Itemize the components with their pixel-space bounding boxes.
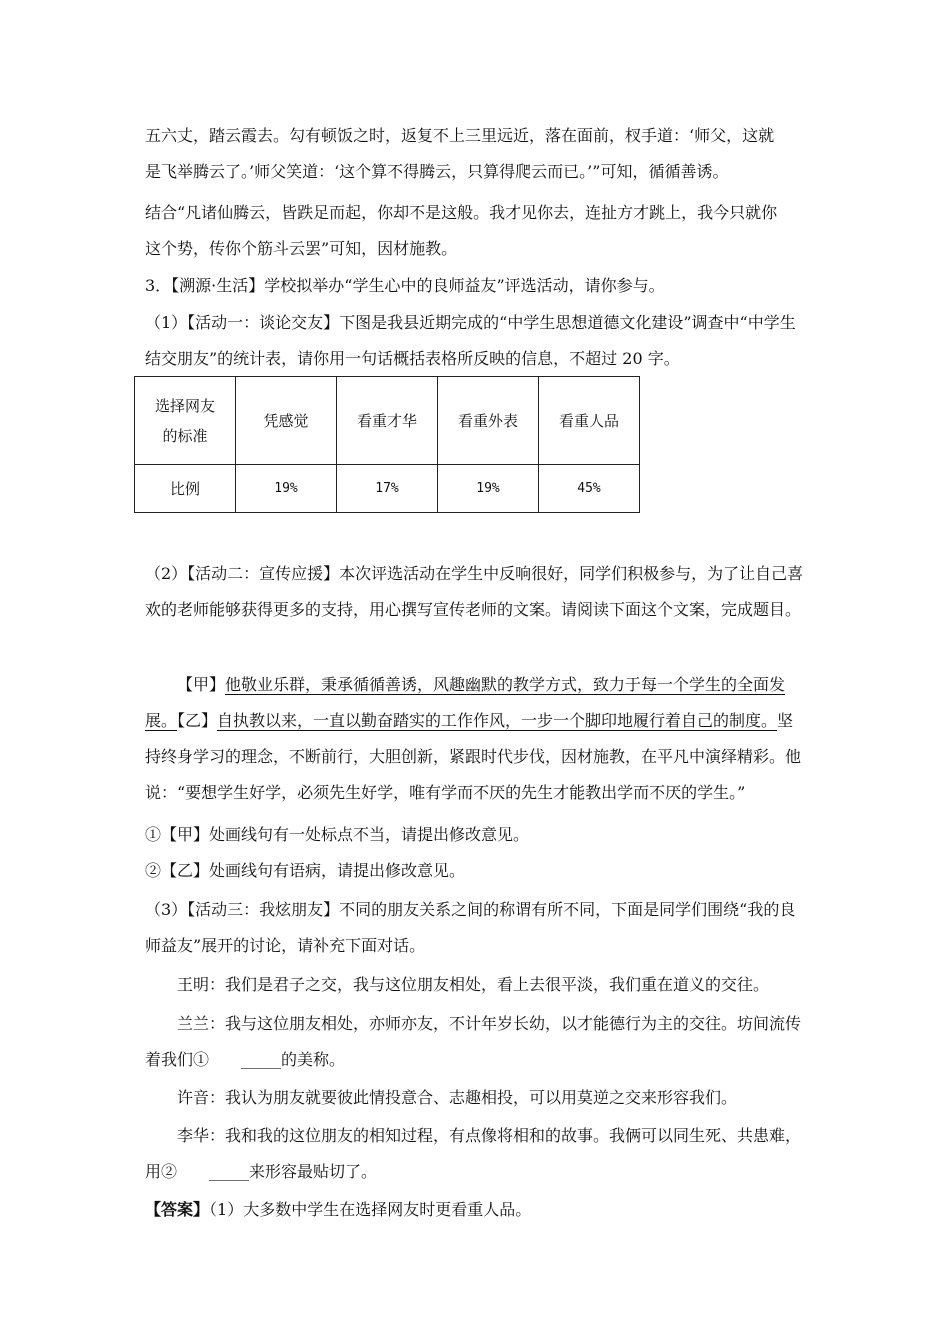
table-header-cell: 看重外表	[438, 377, 539, 465]
text-line: 这个势，传你个筋斗云罢”可知，因材施教。	[145, 239, 458, 258]
underlined-sentence-jia: 他敬业乐群，秉承循循善诱，风趣幽默的教学方式，致力于每一个学生的全面发展。	[145, 675, 786, 730]
answer-tag: 【答案】	[145, 1200, 210, 1219]
blank-2: _____	[209, 1162, 250, 1181]
underlined-sentence-yi: 自执教以来，一直以勤奋踏实的工作作风，一步一个脚印地履行着自己的制度。	[217, 711, 778, 730]
survey-table	[134, 376, 640, 513]
question-3-intro: 3．【溯源·生活】学校拟举办“学生心中的良师益友”评选活动，请你参与。	[145, 276, 665, 295]
answer-text: （1）大多数中学生在选择网友时更看重人品。	[209, 1200, 532, 1219]
passage-rest: 坚持终身学习的理念，不断前行，大胆创新，紧跟时代步伐，因材施教，在平凡中演绎精彩。他说：“要想学生好学，必须先生好学，唯有学而不厌的先生才能教出学而不厌的学生。”	[145, 711, 802, 802]
question-3-part-3: （3）【活动三：我炫朋友】不同的朋友关系之间的称谓有所不同，下面是同学们围绕“我的良师益友”展开的讨论，请补充下面对话。	[145, 900, 796, 955]
text-line: 是飞举腾云了。’师父笑道：‘这个算不得腾云，只算得爬云而已。’”可知，循循善诱。	[145, 162, 729, 181]
table-cell: 17%	[337, 465, 438, 513]
table-row	[135, 465, 640, 513]
table-header-text: 选择网友的标准	[155, 396, 216, 445]
sub-question-1: ①【甲】处画线句有一处标点不当，请提出修改意见。	[145, 825, 530, 844]
tag-jia: 【甲】	[177, 675, 226, 694]
table-header-cell: 看重人品	[539, 377, 640, 465]
sub-question-2: ②【乙】处画线句有语病，请提出修改意见。	[145, 861, 466, 880]
answer	[145, 1192, 807, 1228]
table-header-cell	[135, 377, 236, 465]
dialog-xu: 许音：我认为朋友就要彼此情投意合、志趣相投，可以用莫逆之交来形容我们。	[177, 1088, 738, 1107]
question-3-part-2: （2）【活动二：宣传应援】本次评选活动在学生中反响很好，同学们积极参与，为了让自己喜欢的老师能够获得更多的支持，用心撰写宣传老师的文案。请阅读下面这个文案，完成题目。	[145, 564, 804, 619]
table-cell: 19%	[438, 465, 539, 513]
table-header-cell: 看重才华	[337, 377, 438, 465]
dialog-wang: 王明：我们是君子之交，我与这位朋友相处，看上去很平淡，我们重在道义的交往。	[177, 975, 770, 994]
table-row-label: 比例	[135, 465, 236, 513]
question-3-part-1: （1）【活动一：谈论交友】下图是我县近期完成的“中学生思想道德文化建设”调查中“中学生结交朋友”的统计表，请你用一句话概括表格所反映的信息，不超过 20 字。	[145, 313, 796, 368]
tag-yi: 【乙】	[177, 711, 218, 730]
table-header-cell: 凭感觉	[236, 377, 337, 465]
table-row	[135, 377, 640, 465]
copywriting-passage	[145, 667, 807, 811]
text-line: 结合“凡诸仙腾云，皆跌足而起，你却不是这般。我才见你去，连扯方才跳上，我今只就你	[145, 203, 778, 222]
table-cell: 19%	[236, 465, 337, 513]
text-line: 五六丈，踏云霞去。勾有顿饭之时，返复不上三里远近，落在面前，杈手道：‘师父，这就	[145, 126, 775, 145]
table-cell: 45%	[539, 465, 640, 513]
dialog-lan: 兰兰：我与这位朋友相处，亦师亦友，不计年岁长幼，以才能德行为主的交往。坊间流传着我们① _____的美称。	[145, 1006, 807, 1078]
dialog-li: 李华：我和我的这位朋友的相知过程，有点像将相和的故事。我俩可以同生死、共患难，用② _____来形容最贴切了。	[145, 1118, 807, 1190]
blank-1: _____	[241, 1050, 282, 1069]
